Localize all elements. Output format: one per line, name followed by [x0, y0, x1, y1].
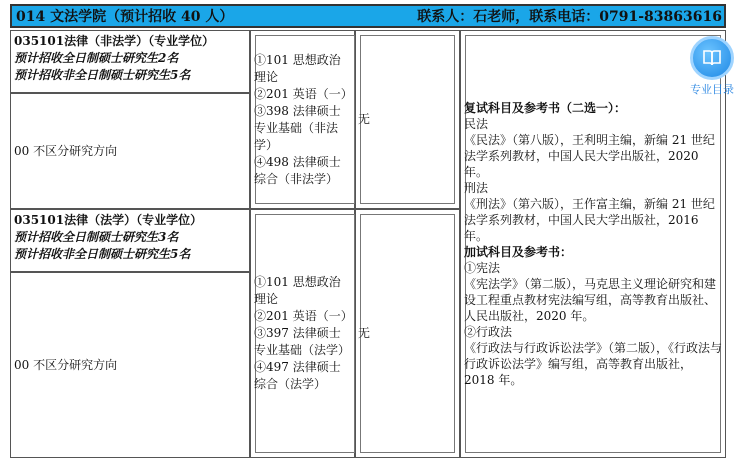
program-1-remark	[355, 30, 460, 209]
program-2-code: 035101法律（法学）（专业学位）	[14, 213, 203, 227]
program-2-direction-text: 00 不区分研究方向	[14, 357, 118, 372]
program-1-remark-text: 无	[358, 112, 371, 126]
program-2-subject-2: ②201 英语（一）	[254, 309, 353, 323]
program-2-direction	[10, 272, 250, 458]
extra-subject-admin: ②行政法	[464, 325, 513, 339]
college-title: 014 文法学院（预计招收 40 人）	[16, 9, 234, 25]
program-2-subject-4: ④497 法律硕士综合（法学）	[254, 360, 341, 391]
program-2-subjects	[250, 209, 355, 458]
retest-subject-civil: 民法	[464, 117, 489, 131]
program-1-subject-1: ①101 思想政治理论	[254, 52, 341, 84]
program-1-plan-part: 预计招收非全日制硕士研究生5名	[14, 68, 191, 82]
retest-book-civil: 《民法》（第八版），王利明主编，新编 21 世纪法学系列教材，中国人民大学出版社，2020 年。	[464, 133, 715, 179]
contact-info: 联系人：石老师，联系电话：0791-83863616	[417, 9, 722, 25]
reference-books	[460, 30, 726, 458]
program-1-plan-full: 预计招收全日制硕士研究生2名	[14, 51, 179, 65]
program-2-subject-3: ③397 法律硕士专业基础（法学）	[254, 326, 351, 357]
program-2-remark-text: 无	[358, 326, 371, 340]
catalog-float-button[interactable]	[688, 36, 736, 97]
book-icon	[690, 36, 734, 80]
program-1-header	[10, 30, 250, 93]
program-2-plan-full: 预计招收全日制硕士研究生3名	[14, 230, 179, 244]
extra-book-constitution: 《宪法学》（第二版），马克思主义理论研究和建设工程重点教材宪法编写组，高等教育出版社、人民出版社，2020 年。	[464, 277, 717, 323]
program-2-subject-1: ①101 思想政治理论	[254, 275, 341, 306]
program-1-subject-4: ④498 法律硕士综合（非法学）	[254, 154, 341, 186]
program-2-plan-part: 预计招收非全日制硕士研究生5名	[14, 247, 191, 261]
program-2-remark	[355, 209, 460, 458]
program-1-direction	[10, 93, 250, 209]
extra-heading: 加试科目及参考书：	[464, 245, 573, 259]
program-table	[10, 30, 726, 464]
program-1-subject-3: ③398 法律硕士专业基础（非法学）	[254, 103, 341, 152]
program-1-subject-2: ②201 英语（一）	[254, 86, 353, 101]
extra-subject-constitution: ①宪法	[464, 261, 501, 275]
retest-subject-criminal: 刑法	[464, 181, 489, 195]
program-2-header	[10, 209, 250, 272]
catalog-page	[10, 4, 732, 464]
extra-book-admin: 《行政法与行政诉讼法学》（第二版），《行政法与行政诉讼法学》编写组，高等教育出版社，2018 年。	[464, 341, 723, 387]
program-1-subjects	[250, 30, 355, 209]
retest-book-criminal: 《刑法》（第六版），王作富主编，新编 21 世纪法学系列教材，中国人民大学出版社，2016 年。	[464, 197, 715, 243]
retest-heading: 复试科目及参考书（二选一）：	[464, 101, 627, 115]
catalog-float-label: 专业目录	[690, 83, 734, 96]
program-1-code: 035101法律（非法学）（专业学位）	[14, 34, 215, 48]
college-header	[10, 4, 726, 28]
program-1-direction-text: 00 不区分研究方向	[14, 143, 118, 158]
